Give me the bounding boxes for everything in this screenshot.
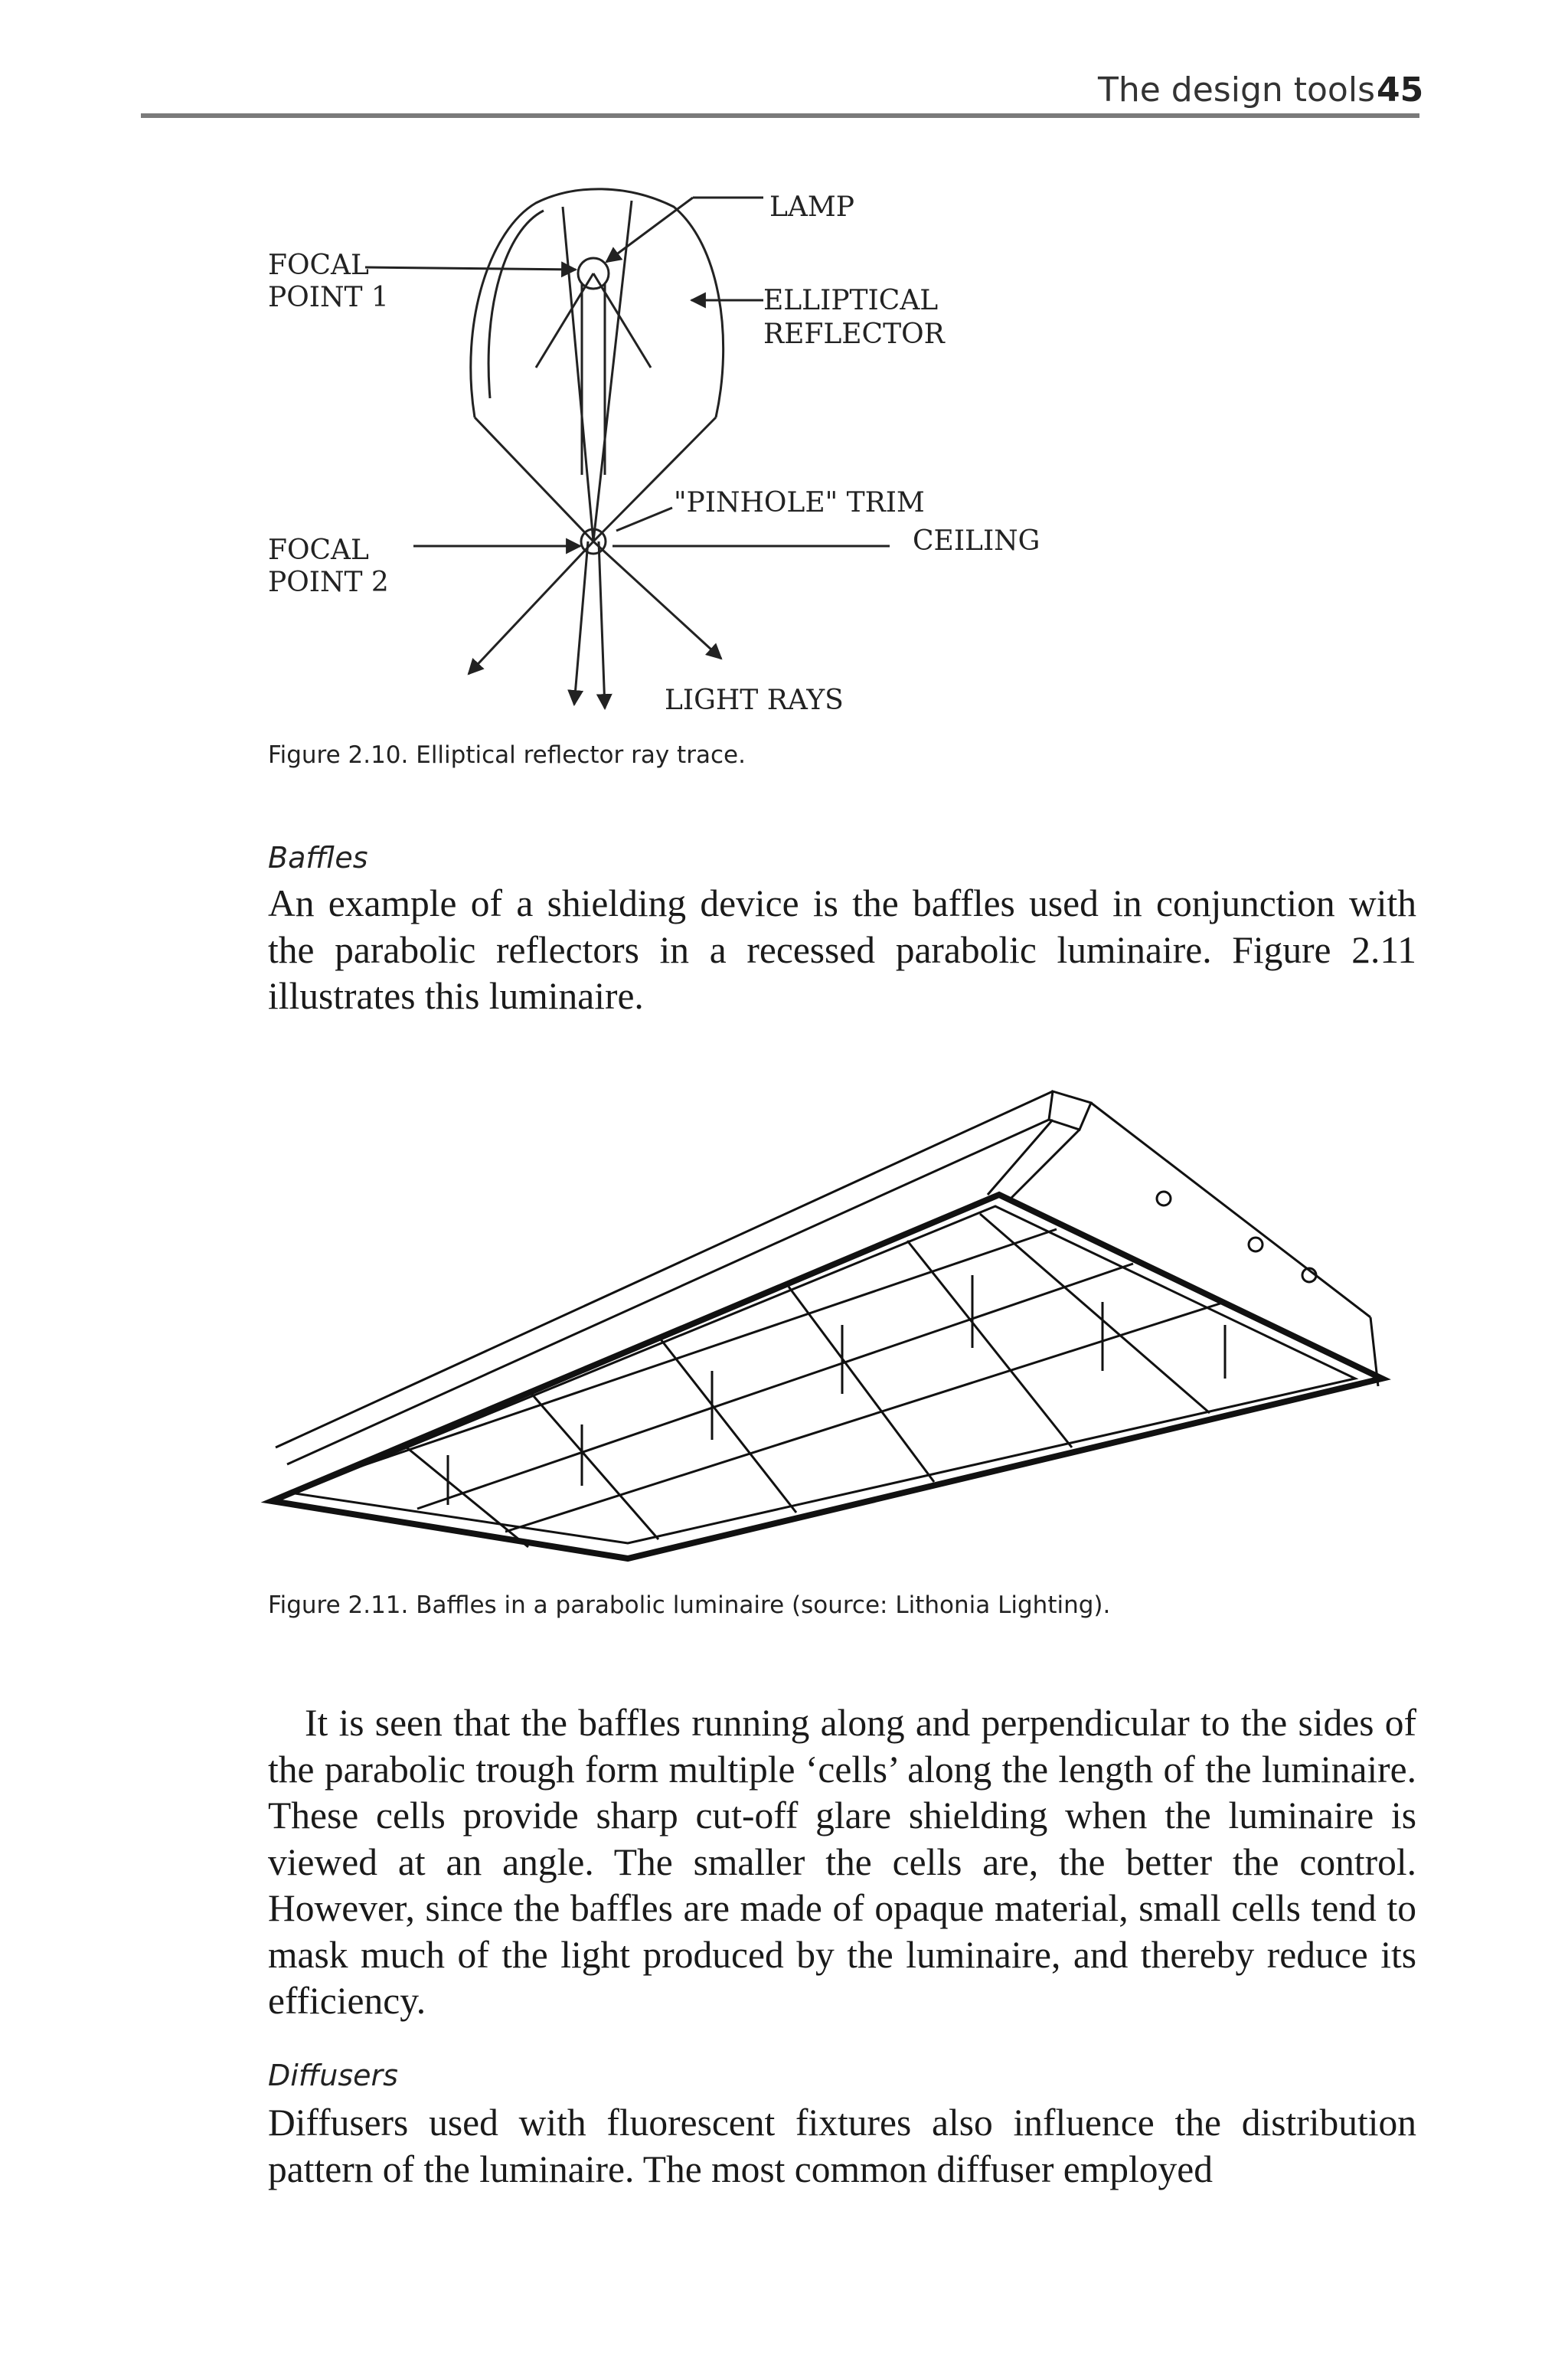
label-focal-point-1-line1: FOCAL <box>268 250 369 281</box>
label-light-rays: LIGHT RAYS <box>665 685 844 716</box>
label-focal-point-1-line2: POINT 1 <box>268 282 389 313</box>
label-reflector: REFLECTOR <box>763 319 945 350</box>
cells-paragraph: It is seen that the baffles running along and perpendicular to the sides of the parabolic trough form multiple ‘cells’ along the length of the luminaire. These cells provide sharp cut-off glare shielding when the luminaire is viewed at an angle. The smaller the cells are, the better the control. However, since the baffles are made of opaque material, small cells tend to mask much of the light produced by the luminaire, and thereby reduce its efficiency. <box>268 1702 1416 2022</box>
label-elliptical: ELLIPTICAL <box>763 285 939 316</box>
figure-2-11-caption: Figure 2.11. Baffles in a parabolic luminaire (source: Lithonia Lighting). <box>268 1591 1111 1619</box>
diffusers-paragraph: Diffusers used with fluorescent fixtures also influence the distribution pattern of the luminaire. The most common diffuser employed <box>268 2102 1416 2190</box>
label-focal-point-2-line2: POINT 2 <box>268 567 389 598</box>
figure-2-10-caption: Figure 2.10. Elliptical reflector ray trace. <box>268 741 746 769</box>
running-header-title: The design tools <box>1097 70 1375 110</box>
section-heading-diffusers: Diffusers <box>268 2059 398 2092</box>
page-number: 45 <box>1377 70 1424 110</box>
baffles-paragraph: An example of a shielding device is the baffles used in conjunction with the parabolic reflectors in a recessed parabolic luminaire. Figure 2.11 illustrates this luminaire. <box>268 882 1416 1017</box>
label-lamp: LAMP <box>769 191 854 223</box>
label-focal-point-2-line1: FOCAL <box>268 535 369 566</box>
section-heading-baffles: Baffles <box>268 841 368 875</box>
label-pinhole-trim: "PINHOLE" TRIM <box>674 487 925 518</box>
label-ceiling: CEILING <box>913 525 1040 557</box>
